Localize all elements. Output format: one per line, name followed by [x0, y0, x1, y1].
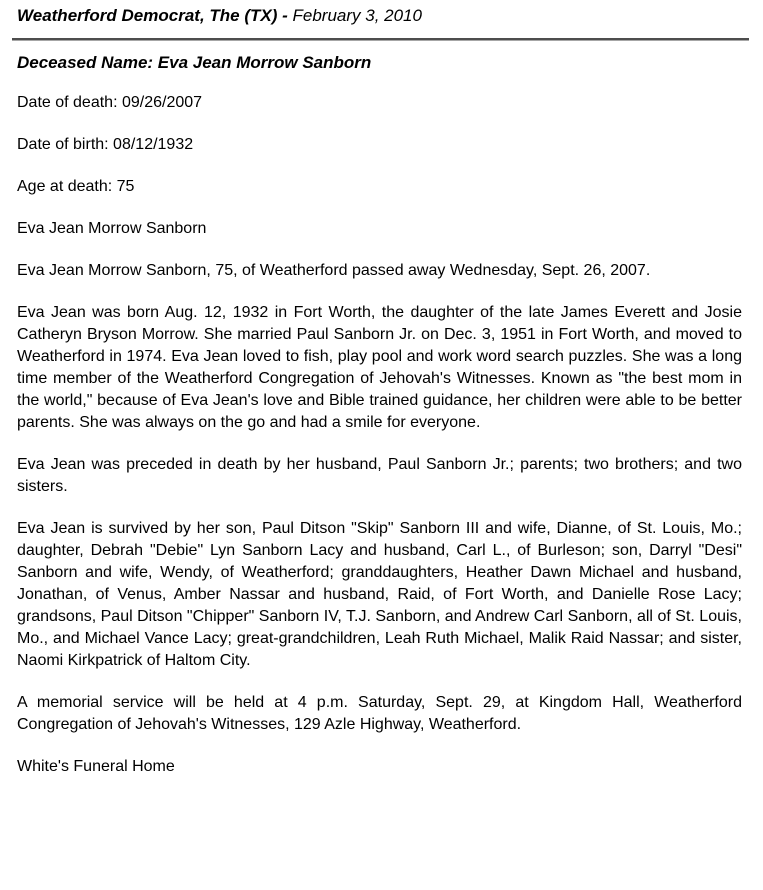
date-of-death: Date of death: 09/26/2007: [17, 94, 203, 111]
age-at-death: Age at death: 75: [17, 178, 135, 195]
publication-header: [17, 6, 422, 26]
obituary-paragraph: A memorial service will be held at 4 p.m. Saturday, Sept. 29, at Kingdom Hall, Weatherford Congregation of Jehovah's Witnesses, 129 Azle Highway, Weatherford.: [17, 694, 742, 733]
obituary-name: Eva Jean Morrow Sanborn: [17, 220, 207, 237]
publication-date: February 3, 2010: [292, 6, 422, 25]
deceased-name-heading: Deceased Name: Eva Jean Morrow Sanborn: [17, 53, 372, 72]
obituary-content: [17, 52, 742, 778]
funeral-home: White's Funeral Home: [17, 758, 175, 775]
obituary-paragraph: Eva Jean is survived by her son, Paul Ditson "Skip" Sanborn III and wife, Dianne, of St. Louis, Mo.; daughter, Debrah "Debie" Lyn Sanborn Lacy and husband, Carl L., of Burleson; son, Darryl "Desi" Sanborn and wife, Wendy, of Weatherford; granddaughters, Heather Dawn Michael and husband, Jonathan, of Venus, Amber Nassar and husband, Raid, of Fort Worth, and Danielle Rose Lacy; grandsons, Paul Ditson "Chipper" Sanborn IV, T.J. Sanborn, and Andrew Carl Sanborn, all of St. Louis, Mo., and Michael Vance Lacy; great-grandchildren, Leah Ruth Michael, Malik Raid Nassar; and sister, Naomi Kirkpatrick of Haltom City.: [17, 520, 742, 669]
obituary-paragraph: Eva Jean was preceded in death by her husband, Paul Sanborn Jr.; parents; two brothers; and two sisters.: [17, 456, 742, 495]
header-separator: -: [277, 6, 293, 25]
date-of-birth: Date of birth: 08/12/1932: [17, 136, 194, 153]
header-divider: [12, 38, 749, 41]
obituary-paragraph: Eva Jean was born Aug. 12, 1932 in Fort Worth, the daughter of the late James Everett and Josie Catheryn Bryson Morrow. She married Paul Sanborn Jr. on Dec. 3, 1951 in Fort Worth, and moved to Weatherford in 1974. Eva Jean loved to fish, play pool and work word search puzzles. She was a long time member of the Weatherford Congregation of Jehovah's Witnesses. Known as "the best mom in the world," because of Eva Jean's love and Bible trained guidance, her children were able to be better parents. She was always on the go and had a smile for everyone.: [17, 304, 742, 431]
obituary-paragraph: Eva Jean Morrow Sanborn, 75, of Weatherford passed away Wednesday, Sept. 26, 2007.: [17, 262, 651, 279]
publication-name: Weatherford Democrat, The (TX): [17, 6, 278, 25]
